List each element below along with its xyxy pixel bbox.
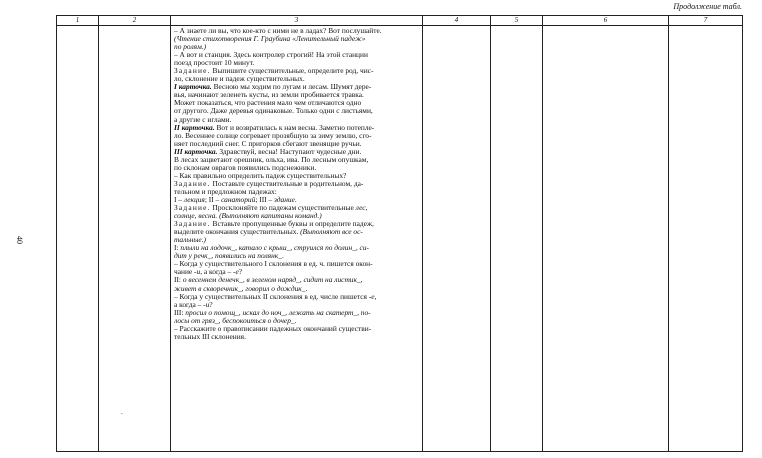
text-line bbox=[174, 260, 420, 268]
text-line bbox=[174, 156, 420, 164]
text-segment: , а когда – bbox=[200, 268, 234, 277]
text-line bbox=[174, 67, 420, 75]
text-segment: чание bbox=[174, 268, 195, 277]
text-segment: I – bbox=[174, 195, 184, 204]
text-line bbox=[174, 140, 420, 148]
text-segment: Задание. bbox=[174, 179, 211, 188]
text-line bbox=[174, 276, 420, 284]
text-line bbox=[174, 252, 420, 260]
text-line bbox=[174, 35, 420, 43]
text-segment: о весеннем денечк_, в зеленом наряд_, сидит на листик_, bbox=[182, 276, 363, 285]
cell-col-4 bbox=[423, 26, 491, 452]
text-segment: – А знаете ли вы, что кое-кто с ними не в ладах? Вот послушайте. bbox=[174, 27, 382, 35]
text-line bbox=[174, 107, 420, 115]
text-segment: II карточка. bbox=[174, 123, 215, 132]
text-line bbox=[174, 164, 420, 172]
column-number-6: 6 bbox=[543, 16, 669, 26]
text-segment: В лесах зацветают орешник, ольха, ива. По лесным опушкам, bbox=[174, 155, 369, 164]
text-segment: III: bbox=[174, 308, 186, 317]
text-line bbox=[174, 301, 420, 309]
column-number-5: 5 bbox=[491, 16, 543, 26]
text-line bbox=[174, 244, 420, 252]
content-row bbox=[57, 26, 743, 452]
text-segment: а другие с иглами. bbox=[174, 115, 232, 124]
text-line bbox=[174, 204, 420, 212]
text-segment: – А вот и станция. Здесь контролер строгий! На этой станции bbox=[174, 51, 368, 60]
text-segment: . bbox=[294, 316, 297, 325]
text-segment: Выпишите существительные, определите род, чис- bbox=[210, 67, 374, 76]
text-segment: по склонам оврагов появились подснежники. bbox=[174, 163, 317, 172]
text-line bbox=[174, 317, 420, 325]
text-segment: – Когда у существительных II склонения в ед. числе пишется bbox=[174, 292, 369, 301]
text-segment: I: bbox=[174, 244, 181, 253]
lesson-text-cell bbox=[171, 26, 423, 452]
cell-col-5 bbox=[491, 26, 543, 452]
text-segment: Вот и возвратилась к нам весна. Заметно потепле- bbox=[214, 123, 375, 132]
table-continuation-caption: Продолжение табл. bbox=[673, 2, 742, 11]
column-number-1: 1 bbox=[57, 16, 99, 26]
text-line bbox=[174, 116, 420, 124]
text-segment: вья, начинают зеленеть кусты, из земли пробивается травка. bbox=[174, 91, 364, 100]
text-segment: по ролям.) bbox=[174, 43, 207, 52]
column-number-row bbox=[57, 16, 743, 26]
text-segment: -е bbox=[368, 292, 375, 301]
text-segment: – Как правильно определить падеж существительных? bbox=[174, 171, 347, 180]
text-segment: ; III – bbox=[255, 195, 275, 204]
text-segment: няет последний снег. С пригорков сбегают звенящие ручьи. bbox=[174, 139, 362, 148]
text-segment: Весною мы ходим по лугам и лесам. Шумят дере- bbox=[211, 83, 372, 92]
text-line bbox=[174, 220, 420, 228]
text-line bbox=[174, 132, 420, 140]
text-segment: . bbox=[281, 252, 284, 261]
text-segment: живет в скворечник_, говорил о дождик_ bbox=[174, 284, 306, 293]
text-line bbox=[174, 124, 420, 132]
cell-col-6 bbox=[543, 26, 669, 452]
text-line bbox=[174, 27, 420, 35]
text-segment: Может показаться, что растения мало чем отличаются одно bbox=[174, 99, 362, 108]
text-segment: (Выполняют все ос- bbox=[300, 228, 363, 237]
cell-col-2 bbox=[99, 26, 171, 452]
text-segment: ? bbox=[238, 268, 243, 277]
text-segment: Задание. bbox=[174, 204, 211, 213]
text-line bbox=[174, 188, 420, 196]
text-segment: а когда – bbox=[174, 300, 204, 309]
text-line bbox=[174, 148, 420, 156]
text-segment: ? bbox=[209, 300, 213, 309]
text-line bbox=[174, 333, 420, 341]
cell-col-1 bbox=[57, 26, 99, 452]
text-line bbox=[174, 51, 420, 59]
text-line bbox=[174, 285, 420, 293]
text-segment: здание bbox=[274, 195, 295, 204]
text-segment: . bbox=[294, 195, 297, 204]
page-number: 40 bbox=[15, 236, 24, 244]
text-line bbox=[174, 228, 420, 236]
text-line bbox=[174, 43, 420, 51]
text-segment: . bbox=[305, 284, 308, 293]
text-line bbox=[174, 75, 420, 83]
text-segment: – Когда у существительного I склонения в ед. ч. пишется окон- bbox=[174, 260, 373, 269]
text-segment: от другого. Даже деревья одинаковые. Только одни с листьями, bbox=[174, 107, 373, 116]
text-line bbox=[174, 212, 420, 220]
text-segment: -е bbox=[233, 268, 239, 277]
text-segment: -и bbox=[194, 268, 201, 277]
text-segment: лосы от гряз_, беспокоиться о дочер_ bbox=[174, 316, 295, 325]
text-segment: Вставьте пропущенные буквы и определите падеж, bbox=[210, 220, 374, 229]
text-segment: Задание. bbox=[174, 67, 211, 76]
text-line bbox=[174, 293, 420, 301]
text-segment: тельных III склонения. bbox=[174, 332, 246, 341]
stray-mark: . bbox=[121, 408, 123, 416]
text-segment: -и bbox=[203, 300, 210, 309]
text-line bbox=[174, 196, 420, 204]
text-line bbox=[174, 309, 420, 317]
text-line bbox=[174, 268, 420, 276]
text-segment: поезд простоит 10 минут. bbox=[174, 59, 255, 68]
text-segment: Просклоняйте по падежам существительные bbox=[210, 204, 356, 213]
text-segment: Поставьте существительные в родительном, да- bbox=[210, 179, 364, 188]
text-segment: I карточка. bbox=[174, 83, 212, 92]
text-segment: II: bbox=[174, 276, 183, 285]
text-segment: – Расскажите о правописании падежных окончаний существи- bbox=[174, 324, 372, 333]
column-number-7: 7 bbox=[669, 16, 743, 26]
text-segment: лес, bbox=[355, 204, 368, 213]
text-segment: тальные.) bbox=[174, 236, 206, 245]
text-line bbox=[174, 91, 420, 99]
text-segment: Задание. bbox=[174, 220, 211, 229]
text-line bbox=[174, 236, 420, 244]
text-segment: ло. Весеннее солнце согревает прозябшую за зиму землю, сго- bbox=[174, 131, 372, 140]
text-segment: солнце, весна. (Выполняют капитаны команд.) bbox=[174, 212, 322, 221]
text-segment: просил о помощ_, искал до ноч_, лежать на скатерт_, по- bbox=[185, 308, 371, 317]
text-segment: выделите окончания существительных. bbox=[174, 228, 301, 237]
text-line bbox=[174, 99, 420, 107]
text-line bbox=[174, 180, 420, 188]
text-segment: санаторий bbox=[221, 195, 256, 204]
column-number-2: 2 bbox=[99, 16, 171, 26]
text-segment: Здравствуй, весна! Наступают чудесные дни. bbox=[217, 147, 362, 156]
text-segment: (Чтение стихотворения Г. Граубина «Ленительный падеж» bbox=[174, 35, 366, 44]
text-segment: ; II – bbox=[204, 195, 222, 204]
text-segment: плыли на лодочк_, катало с крыш_, струился по долин_, си- bbox=[180, 244, 369, 253]
text-line bbox=[174, 83, 420, 91]
text-segment: III карточка. bbox=[174, 147, 218, 156]
cell-col-7 bbox=[669, 26, 743, 452]
text-line bbox=[174, 172, 420, 180]
text-segment: , bbox=[374, 292, 377, 301]
column-number-4: 4 bbox=[423, 16, 491, 26]
text-line bbox=[174, 325, 420, 333]
text-line bbox=[174, 59, 420, 67]
text-segment: тельном и предложном падежах: bbox=[174, 187, 277, 196]
lesson-table bbox=[56, 15, 743, 452]
text-segment: ло, склонение и падеж существительных. bbox=[174, 75, 305, 84]
text-segment: дит у речк_, появились на полянк_ bbox=[174, 252, 282, 261]
column-number-3: 3 bbox=[171, 16, 423, 26]
text-segment: лекция bbox=[183, 195, 205, 204]
